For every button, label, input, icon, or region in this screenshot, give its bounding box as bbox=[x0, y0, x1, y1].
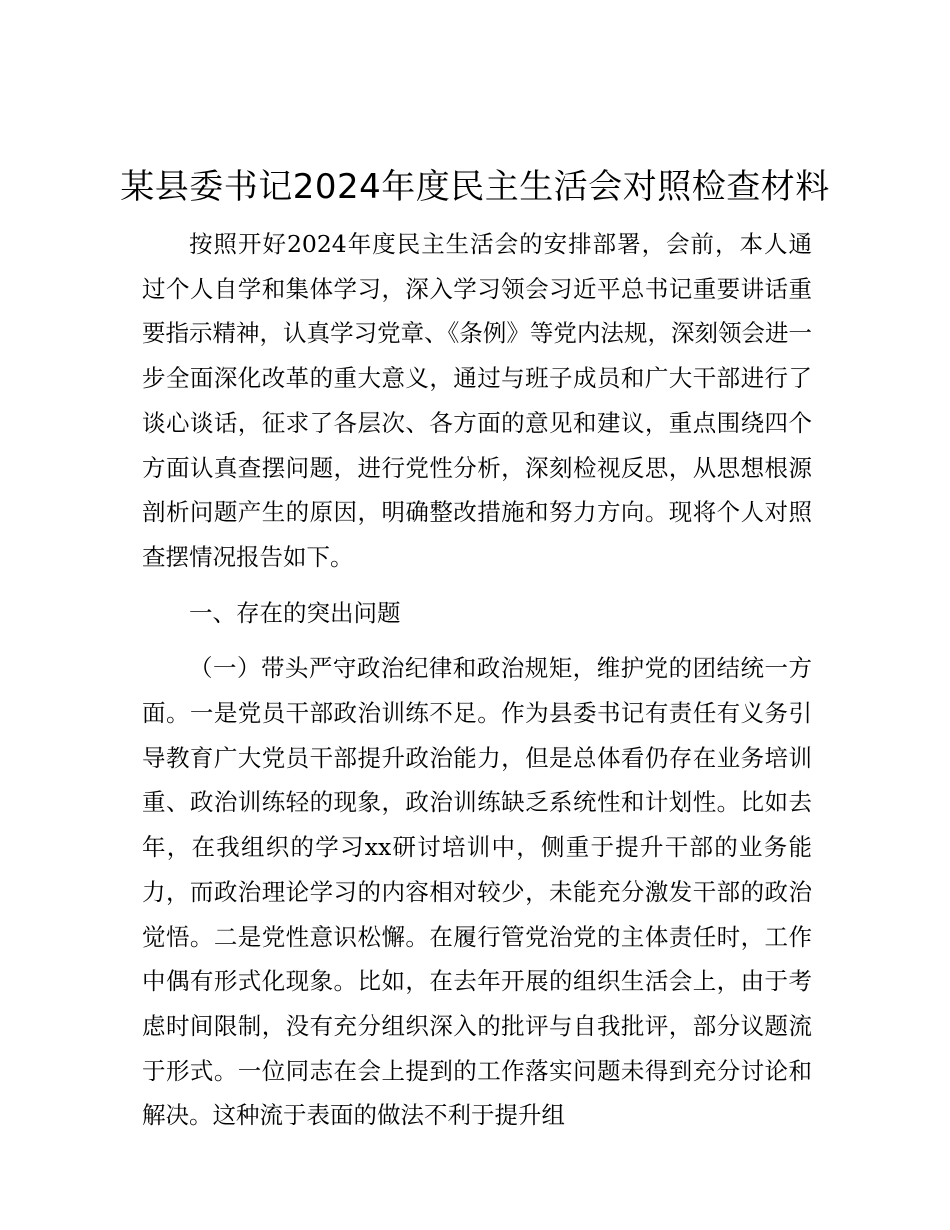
document-title: 某县委书记2024年度民主生活会对照检查材料 bbox=[120, 167, 830, 207]
section-heading: 一、存在的突出问题 bbox=[189, 598, 401, 627]
subsection-paragraph: （一）带头严守政治纪律和政治规矩，维护党的团结统一方面。一是党员干部政治训练不足。作为县委书记有责任有义务引导教育广大党员干部提升政治能力，但是总体看仍存在业务培训重、政治训练轻的现象，政治训练缺乏系统性和计划性。比如去年，在我组织的学习xx研讨培训中，侧重于提升干部的业务能力，而政治理论学习的内容相对较少，未能充分激发干部的政治觉悟。二是党性意识松懈。在履行管党治党的主体责任时，工作中偶有形式化现象。比如，在去年开展的组织生活会上，由于考虑时间限制，没有充分组织深入的批评与自我批评，部分议题流于形式。一位同志在会上提到的工作落实问题未得到充分讨论和解决。这种流于表面的做法不利于提升组 bbox=[142, 654, 812, 1130]
document-body bbox=[142, 222, 812, 1138]
paragraph-spacer bbox=[142, 635, 812, 646]
intro-paragraph: 按照开好2024年度民主生活会的安排部署，会前，本人通过个人自学和集体学习，深入学习领会习近平总书记重要讲话重要指示精神，认真学习党章、《条例》等党内法规，深刻领会进一步全面深化改革的重大意义，通过与班子成员和广大干部进行了谈心谈话，征求了各层次、各方面的意见和建议，重点围绕四个方面认真查摆问题，进行党性分析，深刻检视反思，从思想根源剖析问题产生的原因，明确整改措施和努力方向。现将个人对照查摆情况报告如下。 bbox=[142, 230, 812, 571]
paragraph-spacer bbox=[142, 580, 812, 591]
